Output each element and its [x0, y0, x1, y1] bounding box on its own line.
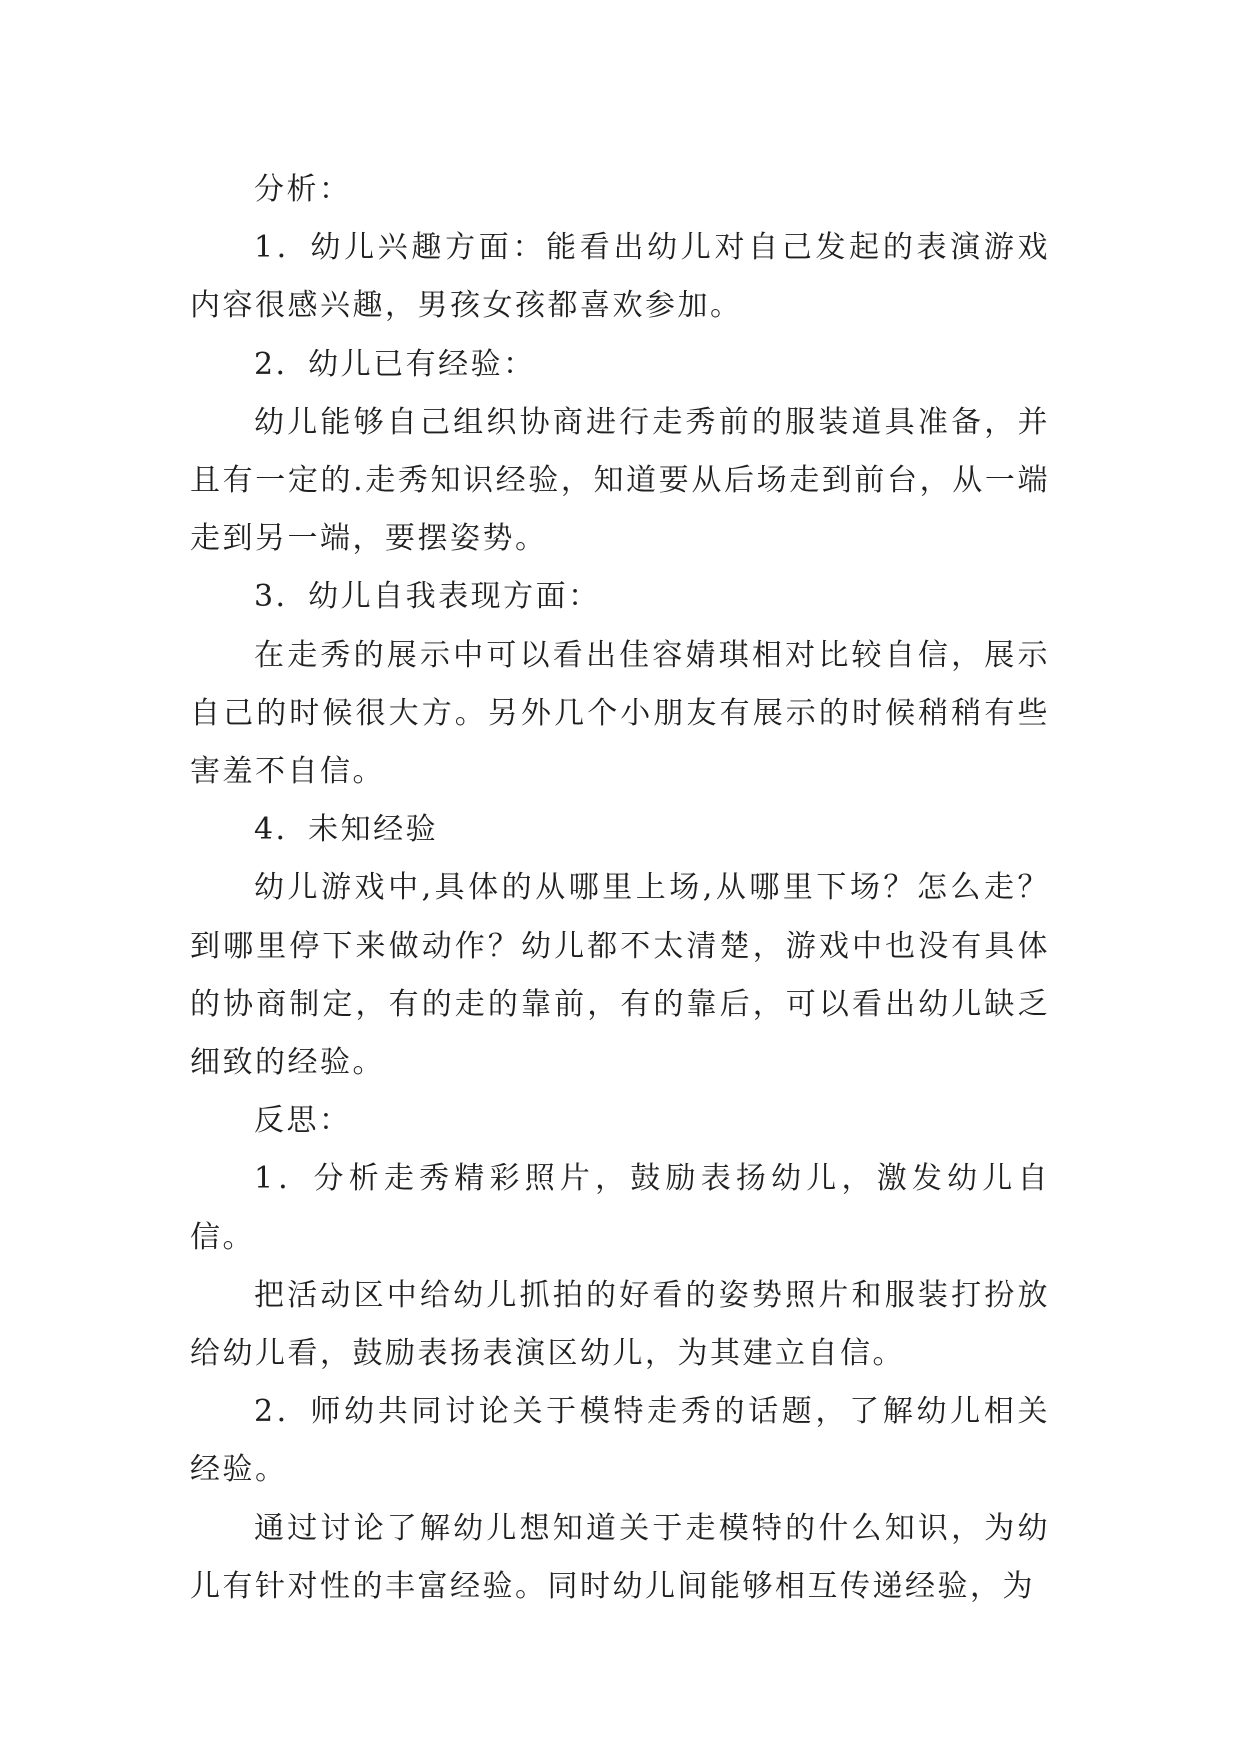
paragraph-analysis-heading: 分析：: [254, 172, 352, 207]
paragraph-unknown-experience-heading: 4．未知经验: [254, 812, 439, 848]
paragraph-reflection-1: 1．分析走秀精彩照片，鼓励表扬幼儿，激发幼儿自信。: [190, 1161, 1050, 1255]
paragraph-reflection-2: 2．师幼共同讨论关于模特走秀的话题，了解幼儿相关经验。: [190, 1394, 1050, 1488]
paragraph-unknown-experience: 幼儿游戏中,具体的从哪里上场,从哪里下场？怎么走？到哪里停下来做动作？幼儿都不太清楚，游戏中也没有具体的协商制定，有的走的靠前，有的靠后，可以看出幼儿缺乏细致的经验。: [190, 870, 1050, 1081]
paragraph-reflection-1-detail: 把活动区中给幼儿抓拍的好看的姿势照片和服装打扮放给幼儿看，鼓励表扬表演区幼儿，为其建立自信。: [190, 1277, 1050, 1372]
paragraph-existing-experience-heading: 2．幼儿已有经验：: [254, 346, 536, 382]
paragraph-reflection-heading: 反思：: [254, 1103, 352, 1139]
paragraph-interest: 1．幼儿兴趣方面：能看出幼儿对自己发起的表演游戏内容很感兴趣，男孩女孩都喜欢参加。: [190, 230, 1050, 324]
document-page: [190, 161, 1050, 1616]
paragraph-existing-experience: 幼儿能够自己组织协商进行走秀前的服装道具准备，并且有一定的.走秀知识经验，知道要从后场走到前台，从一端走到另一端，要摆姿势。: [190, 404, 1050, 557]
paragraph-self-expression-heading: 3．幼儿自我表现方面：: [254, 579, 601, 615]
paragraph-reflection-2-detail: 通过讨论了解幼儿想知道关于走模特的什么知识，为幼儿有针对性的丰富经验。同时幼儿间能够相互传递经验，为: [190, 1510, 1050, 1604]
paragraph-self-expression: 在走秀的展示中可以看出佳容婧琪相对比较自信，展示自己的时候很大方。另外几个小朋友有展示的时候稍稍有些害羞不自信。: [190, 637, 1050, 790]
